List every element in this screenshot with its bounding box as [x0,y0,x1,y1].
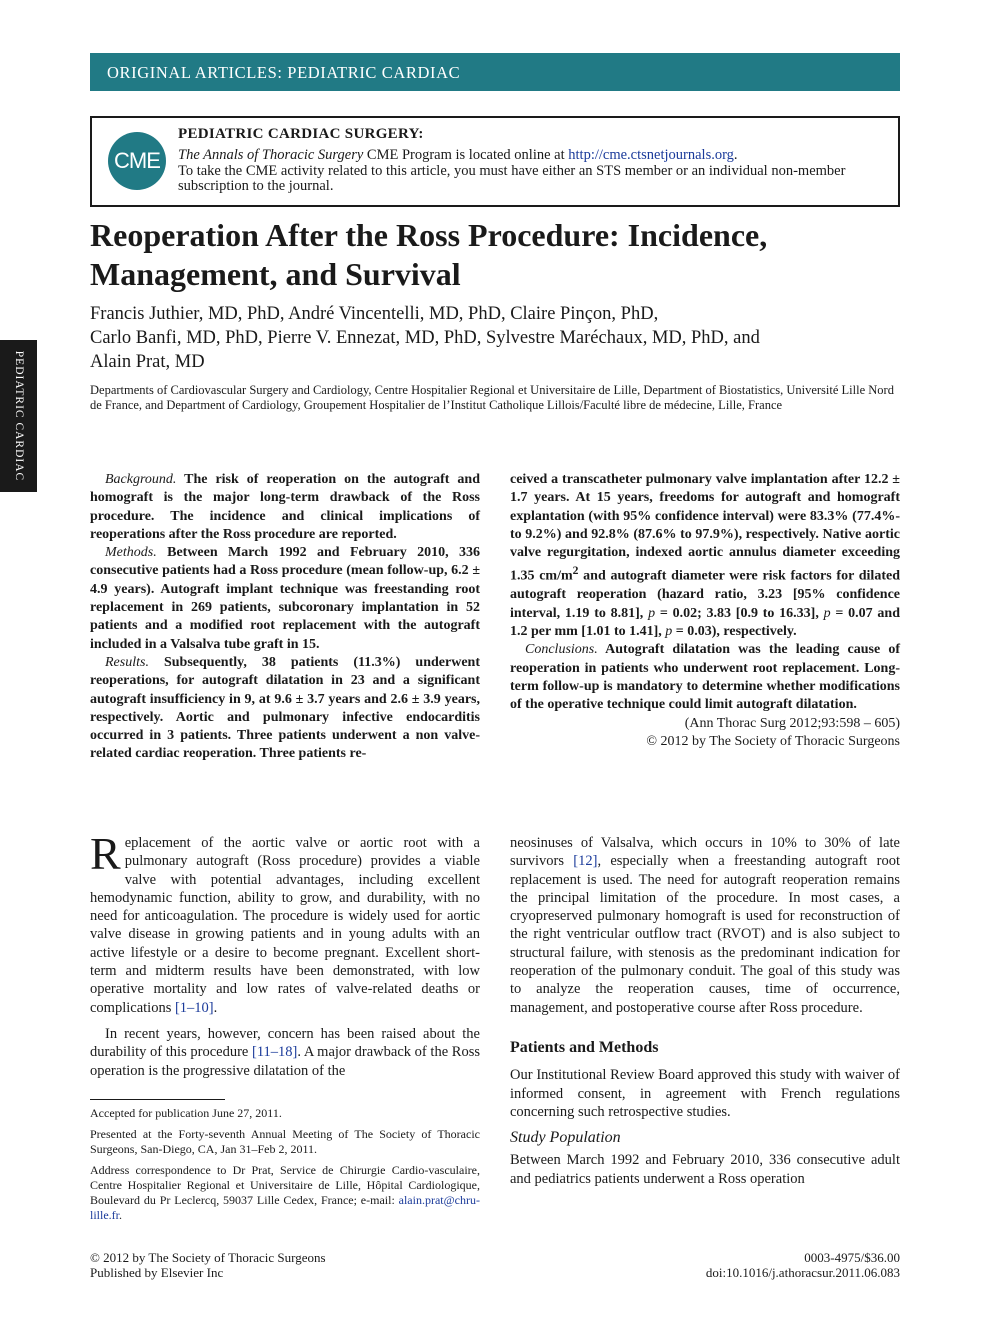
abstract-results-cont [510,471,900,641]
section-banner [90,53,900,91]
abstract-text: The risk of reoperation on the autograft and homograft is the major long-term drawback of the Ross procedure. The incidence and clinical implications of reoperations after the Ross procedure are reported. [90,472,480,542]
body-text: neosinuses of Valsalva, which occurs in 10% to 30% of late survivors [510,835,900,870]
superscript: 2 [572,564,579,578]
reference-link[interactable]: [12] [573,853,598,870]
section-heading: Patients and Methods [510,1038,659,1056]
cme-journal: The Annals of Thoracic Surgery [178,147,364,163]
abstract-background [90,471,480,544]
cme-title: PEDIATRIC CARDIAC SURGERY: [178,126,424,142]
cme-box [90,116,900,207]
abstract-text: ceived a transcatheter pulmonary valve implantation after 12.2 ± 1.7 years. At 15 years, freedoms for autograft and homograft explantation (with 95% confidence interval) were 83.3% (77.4%- to 9.2%) and 92.8% (87.6% to 97.9%), respectively. Native aortic valve regurgitation, indexed aortic annulus diameter exceeding 1.35 cm/m [510,472,900,585]
abstract-label: Results. [105,654,149,670]
side-section-tab [0,340,37,492]
abstract-text: = 0.02; 3.83 [0.9 to 16.33], [655,605,824,621]
footnote-address [90,1163,480,1223]
body-paragraph [510,834,900,1017]
affiliations: Departments of Cardiovascular Surgery and Cardiology, Centre Hospitalier Regional et Universitaire de Lille, Department of Biostatistics, Université Lille Nord de France, and Department of Cardiology, Groupement Hospitalier de l’Institut Catholique Lillois/Faculté libre de médecine, Lille, France [90,383,894,412]
p-symbol: p [648,605,656,621]
abstract-text: Autograft dilatation was the leading cause of reoperation in patients who underwent root replacement. Long-term follow-up is mandatory to determine whether modifications of the operative technique could limit autograft dilatation. [510,642,900,713]
footnote-presented: Presented at the Forty-seventh Annual Meeting of The Society of Thoracic Surgeons, San-Diego, CA, Jan 31–Feb 2, 2011. [90,1127,480,1156]
abstract-text: Subsequently, 38 patients (11.3%) underwent reoperations, for autograft dilatation in 23 and a significant autograft insufficiency in 9, at 9.6 ± 3.7 years and 2.6 ± 3.9 years, respectively. Aortic and pulmonary infective endocarditis occurred in 3 patients. Three patients underwent a non valve-related cardiac reoperation. Three patients re- [90,654,480,762]
footnote-accepted: Accepted for publication June 27, 2011. [90,1106,282,1120]
cme-text [178,148,883,195]
page-footer-right [706,1250,900,1280]
p-symbol: p [665,624,673,640]
section-banner-text: ORIGINAL ARTICLES: PEDIATRIC CARDIAC [107,63,461,82]
author-list [90,302,905,374]
body-right-column [510,834,900,1188]
footnotes [90,1106,480,1229]
body-paragraph [90,1025,480,1080]
abstract-right-column [510,471,900,751]
authors-line: Carlo Banfi, MD, PhD, Pierre V. Ennezat, MD, PhD, Sylvestre Maréchaux, MD, PhD, and [90,328,760,348]
cme-link[interactable]: http://cme.ctsnetjournals.org [568,147,734,163]
abstract-conclusions [510,641,900,714]
body-text: . [213,999,218,1016]
abstract-text: Between March 1992 and February 2010, 336 consecutive patients had a Ross procedure (mean follow-up, 6.2 ± 4.9 years). Autograft implant technique was freestanding root replacement in 269 patients, subcoronary implantation in 52 patients and a modified root replacement with the autograft included in a Valsalva tube graft in 15. [90,545,480,652]
cme-logo-icon: CME [108,132,166,190]
body-text: eplacement of the aortic valve or aortic root with a pulmonary autograft (Ross procedure) provides a viable valve with potential advantages, including excellent hemodynamic function, ability to grow, and durability, with no need for anticoagulation. The procedure is widely used for aortic valve disease in growing patients and in young adults with an active lifestyle or a desire to become pregnant. Excellent short-term and midterm results have been demonstrated, with low operative mortality and low rates of valve-related deaths or complications [90,835,480,1016]
abstract-left-column [90,471,480,764]
abstract-text: = 0.07 and 1.2 per mm [1.01 to 1.41], [510,605,900,640]
authors-line: Francis Juthier, MD, PhD, André Vincentelli, MD, PhD, Claire Pinçon, PhD, [90,304,659,324]
footnote-text: Address correspondence to Dr Prat, Service de Chirurgie Cardio-vasculaire, Centre Hospitalier Regional et Universitaire de Lille, Hôpital Cardiologique, Boulevard du Pr Leclercq, 59037 Lille Cedex, France; e-mail: [90,1163,480,1207]
subsection-heading: Study Population [510,1129,621,1147]
abstract-label: Methods. [105,545,157,561]
footer-issn: 0003-4975/$36.00 [804,1250,900,1265]
p-symbol: p [823,605,831,621]
cme-text-rest: To take the CME activity related to this article, you must have either an STS member or an individual non-member subscription to the journal. [178,162,846,194]
footnote-text: . [119,1208,122,1222]
body-text: , especially when a freestanding autograft root replacement is used. The need for autograft reoperation remains the principal limitation of the procedure. In most cases, a cryopreserved pulmonary homograft is used for reconstruction of the right ventricular outflow tract (RVOT) and is also subject to structural failure, with stenosis as the predominant indication for reoperation of the pulmonary conduit. The goal of this study was to analyze the reoperation causes, time of occurrence, management, and postoperative course after Ross procedure. [510,853,900,1016]
abstract-label: Conclusions. [525,642,598,658]
email-link[interactable]: alain.prat@chru-lille.fr [90,1193,480,1222]
journal-citation: (Ann Thorac Surg 2012;93:598 – 605) [684,715,900,731]
body-text: In recent years, however, concern has been raised about the durability of this procedure [90,1025,480,1061]
abstract-text: and autograft diameter were risk factors for dilated autograft reoperation (hazard ratio, 3.23 [95% confidence interval, 1.19 to 8.81], [510,569,900,621]
footer-copyright: © 2012 by The Society of Thoracic Surgeons [90,1250,326,1265]
side-tab-text: PEDIATRIC CARDIAC [12,350,25,482]
abstract-text: = 0.03), respectively. [672,624,797,640]
abstract-methods [90,544,480,654]
reference-link[interactable]: [1–10] [174,999,214,1016]
footnote-divider [90,1099,225,1100]
reference-link[interactable]: [11–18] [252,1044,298,1061]
footer-publisher: Published by Elsevier Inc [90,1265,224,1280]
body-paragraph: Our Institutional Review Board approved this study with waiver of informed consent, in agreement with French regulations concerning such retrospective studies. [510,1067,900,1120]
body-paragraph: Between March 1992 and February 2010, 336 consecutive adult and pediatrics patients underwent a Ross operation [510,1152,900,1187]
drop-cap: R [90,828,121,879]
article-title: Reoperation After the Ross Procedure: Incidence, Management, and Survival [90,217,768,292]
abstract-label: Background. [105,472,177,487]
page-footer-left [90,1250,326,1280]
cme-text-part: . [733,147,738,163]
body-text: . A major drawback of the Ross operation is the progressive dilatation of the [90,1044,480,1079]
cme-text-part: CME Program is located online at [363,147,569,163]
footer-doi: doi:10.1016/j.athoracsur.2011.06.083 [705,1265,900,1280]
authors-line: Alain Prat, MD [90,352,205,372]
abstract-results [90,654,480,764]
abstract-copyright: © 2012 by The Society of Thoracic Surgeons [646,733,900,749]
body-paragraph [90,828,480,1017]
body-left-column [90,828,480,1080]
